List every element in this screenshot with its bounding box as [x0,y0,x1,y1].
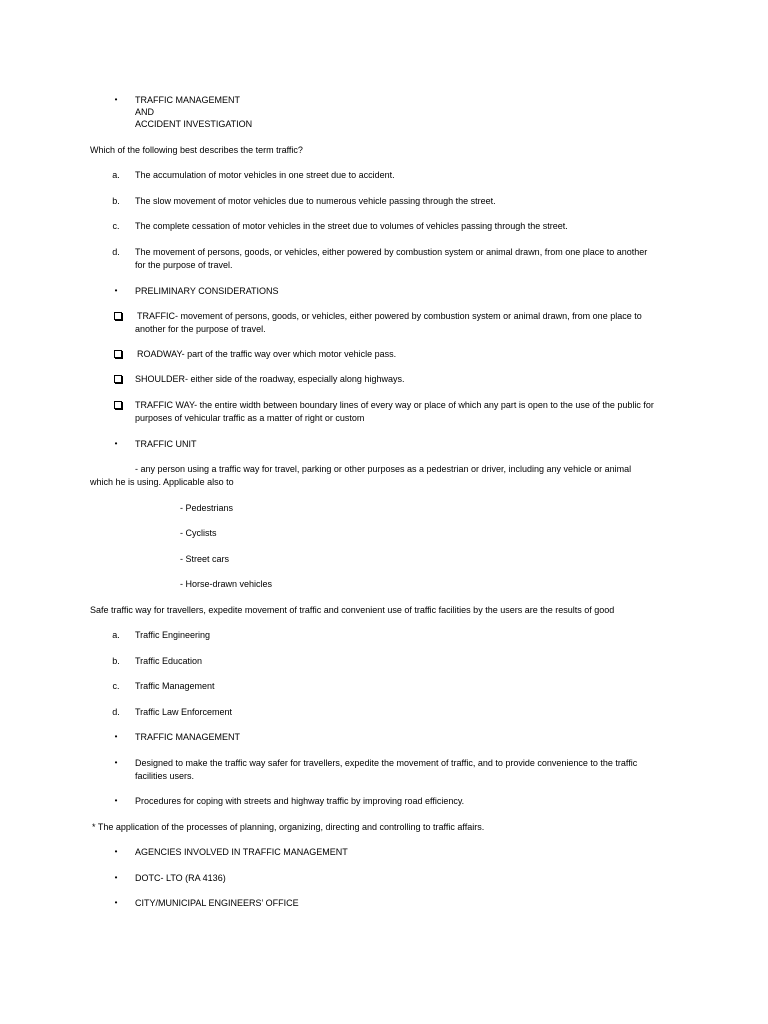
option-text: The accumulation of motor vehicles in one street due to accident. [135,170,395,180]
option-letter: c. [112,681,120,691]
section-heading: PRELIMINARY CONSIDERATIONS [135,286,279,296]
option-text: The complete cessation of motor vehicles in the street due to volumes of vehicles passing through the street. [135,221,568,231]
definition-roadway: ROADWAY- part of the traffic way over which motor vehicle pass. [137,349,397,359]
definition-traffic: TRAFFIC- movement of persons, goods, or vehicles, either powered by combustion system or animal drawn, from one place to [137,311,642,321]
bullet: • [114,732,118,741]
option-text: The movement of persons, goods, or vehicles, either powered by combustion system or animal drawn, from one place to another [135,247,648,257]
bullet: • [114,898,118,907]
title-line-3: ACCIDENT INVESTIGATION [135,119,253,129]
option-text-continued: for the purpose of travel. [135,260,233,270]
example-item: - Street cars [180,554,230,564]
example-item: - Horse-drawn vehicles [180,579,273,589]
bullet: • [114,796,118,805]
checkbox-bullet-icon [114,350,122,358]
option-text: Traffic Management [135,681,215,691]
question-1: Which of the following best describes the term traffic? [90,145,303,155]
traffic-unit-definition-continued: which he is using. Applicable also to [90,477,234,487]
section-heading: TRAFFIC UNIT [135,439,197,449]
tm-point-continued: facilities users. [135,771,195,781]
title-line-2: AND [135,107,155,117]
definition-shoulder: SHOULDER- either side of the roadway, especially along highways. [135,374,405,384]
option-letter: a. [112,170,120,180]
agency-item: CITY/MUNICIPAL ENGINEERS’ OFFICE [135,898,299,908]
bullet: • [114,758,118,767]
bullet: • [114,95,118,104]
definition-traffic-way: TRAFFIC WAY- the entire width between boundary lines of every way or place of which any part is open to the use of the public for [135,400,654,410]
bullet: • [114,847,118,856]
option-letter: a. [112,630,120,640]
section-heading: AGENCIES INVOLVED IN TRAFFIC MANAGEMENT [135,847,348,857]
option-letter: c. [112,221,120,231]
section-heading: TRAFFIC MANAGEMENT [135,732,240,742]
checkbox-bullet-icon [114,312,122,320]
definition-traffic-way-continued: purposes of vehicular traffic as a matter of right or custom [135,413,365,423]
title-line-1: TRAFFIC MANAGEMENT [135,95,240,105]
bullet: • [114,286,118,295]
option-letter: b. [112,196,120,206]
option-text: The slow movement of motor vehicles due to numerous vehicle passing through the street. [135,196,496,206]
option-text: Traffic Education [135,656,203,666]
agency-item: DOTC- LTO (RA 4136) [135,873,226,883]
example-item: - Cyclists [180,528,217,538]
option-text: Traffic Law Enforcement [135,707,233,717]
tm-point: Procedures for coping with streets and highway traffic by improving road efficiency. [135,796,465,806]
tm-note: * The application of the processes of planning, organizing, directing and controlling to traffic affairs. [92,822,485,832]
option-text: Traffic Engineering [135,630,211,640]
checkbox-bullet-icon [114,401,122,409]
tm-point: Designed to make the traffic way safer for travellers, expedite the movement of traffic, and to provide convenience to the traffic [135,758,638,768]
option-letter: d. [112,707,120,717]
bullet: • [114,873,118,882]
question-2: Safe traffic way for travellers, expedite movement of traffic and convenient use of traffic facilities by the users are the results of good [90,605,615,615]
option-letter: d. [112,247,120,257]
bullet: • [114,439,118,448]
option-letter: b. [112,656,120,666]
traffic-unit-definition: - any person using a traffic way for travel, parking or other purposes as a pedestrian or driver, including any vehicle or animal [135,464,632,474]
definition-traffic-continued: another for the purpose of travel. [135,324,266,334]
checkbox-bullet-icon [114,375,122,383]
example-item: - Pedestrians [180,503,234,513]
